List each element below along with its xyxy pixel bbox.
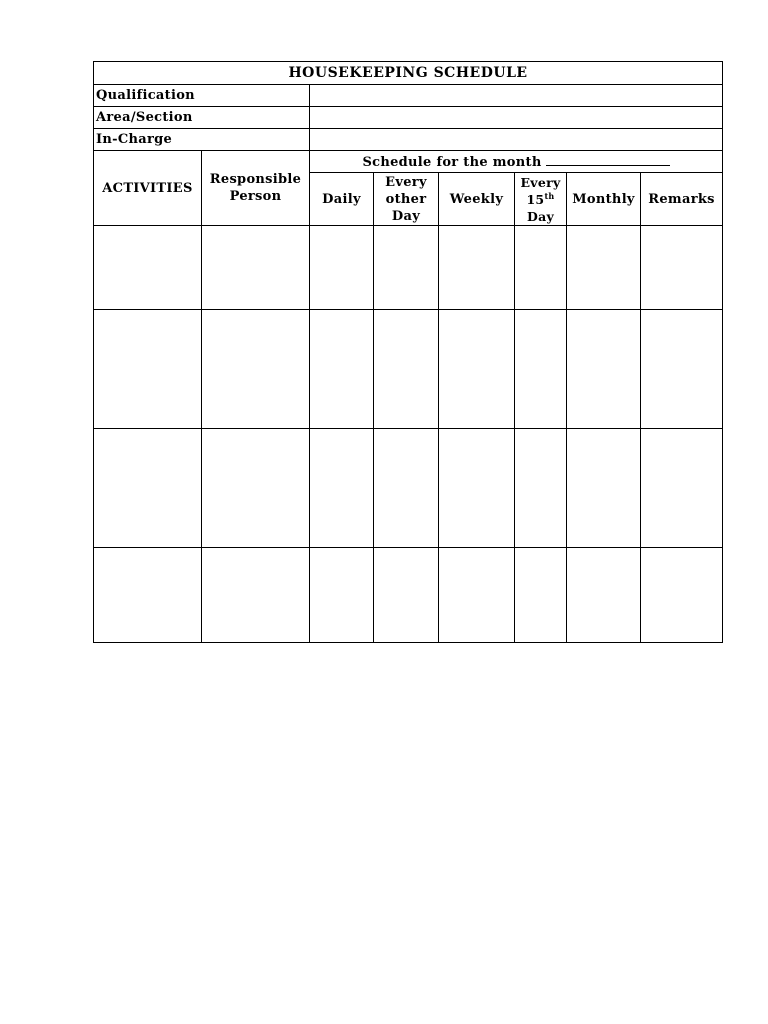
- remarks-cell[interactable]: [641, 548, 723, 643]
- form-title: HOUSEKEEPING SCHEDULE: [94, 62, 723, 85]
- remarks-cell[interactable]: [641, 226, 723, 310]
- every-15th-day-cell[interactable]: [515, 548, 567, 643]
- responsible-cell[interactable]: [202, 310, 310, 429]
- activities-header: ACTIVITIES: [94, 151, 202, 226]
- table-row: [94, 226, 723, 310]
- table-row: [94, 310, 723, 429]
- every-15th-day-cell[interactable]: [515, 226, 567, 310]
- table-row: [94, 548, 723, 643]
- daily-cell[interactable]: [310, 226, 374, 310]
- weekly-cell[interactable]: [439, 226, 515, 310]
- table-row: [94, 429, 723, 548]
- daily-cell[interactable]: [310, 429, 374, 548]
- area-section-field[interactable]: [310, 107, 723, 129]
- activity-cell[interactable]: [94, 429, 202, 548]
- every-15th-suffix: th: [544, 190, 555, 201]
- every-15th-day-cell[interactable]: [515, 429, 567, 548]
- activity-cell[interactable]: [94, 548, 202, 643]
- every-other-day-cell[interactable]: [374, 548, 439, 643]
- every-other-day-header: [374, 173, 439, 226]
- every-other-line-3: Day: [391, 208, 421, 224]
- weekly-cell[interactable]: [439, 310, 515, 429]
- qualification-label: Qualification: [94, 85, 310, 107]
- daily-cell[interactable]: [310, 310, 374, 429]
- every-other-line-1: Every: [385, 174, 427, 190]
- schedule-month-label: Schedule for the month: [362, 155, 542, 170]
- responsible-cell[interactable]: [202, 429, 310, 548]
- every-15th-line-3: Day: [526, 208, 555, 224]
- every-other-day-cell[interactable]: [374, 226, 439, 310]
- weekly-cell[interactable]: [439, 548, 515, 643]
- every-other-day-cell[interactable]: [374, 310, 439, 429]
- activity-cell[interactable]: [94, 310, 202, 429]
- in-charge-label: In-Charge: [94, 129, 310, 151]
- monthly-cell[interactable]: [567, 548, 641, 643]
- monthly-cell[interactable]: [567, 226, 641, 310]
- remarks-cell[interactable]: [641, 429, 723, 548]
- responsible-person-header: [202, 151, 310, 226]
- monthly-cell[interactable]: [567, 310, 641, 429]
- every-15th-day-cell[interactable]: [515, 310, 567, 429]
- every-other-line-2: other: [385, 191, 427, 207]
- every-15th-number: 15: [526, 191, 545, 207]
- weekly-cell[interactable]: [439, 429, 515, 548]
- remarks-cell[interactable]: [641, 310, 723, 429]
- remarks-header: Remarks: [641, 173, 723, 226]
- daily-header: Daily: [310, 173, 374, 226]
- housekeeping-schedule-table: [93, 61, 723, 643]
- area-section-label: Area/Section: [94, 107, 310, 129]
- monthly-header: Monthly: [567, 173, 641, 226]
- every-15th-line-2: [515, 191, 566, 208]
- every-15th-line-1: Every: [520, 174, 561, 190]
- schedule-month-header: [310, 151, 723, 173]
- month-blank-line[interactable]: [546, 153, 670, 166]
- monthly-cell[interactable]: [567, 429, 641, 548]
- daily-cell[interactable]: [310, 548, 374, 643]
- weekly-header: Weekly: [439, 173, 515, 226]
- in-charge-field[interactable]: [310, 129, 723, 151]
- every-15th-day-header: [515, 173, 567, 226]
- activity-cell[interactable]: [94, 226, 202, 310]
- responsible-cell[interactable]: [202, 226, 310, 310]
- responsible-cell[interactable]: [202, 548, 310, 643]
- responsible-line-1: Responsible: [209, 172, 302, 187]
- responsible-line-2: Person: [229, 189, 282, 204]
- qualification-field[interactable]: [310, 85, 723, 107]
- every-other-day-cell[interactable]: [374, 429, 439, 548]
